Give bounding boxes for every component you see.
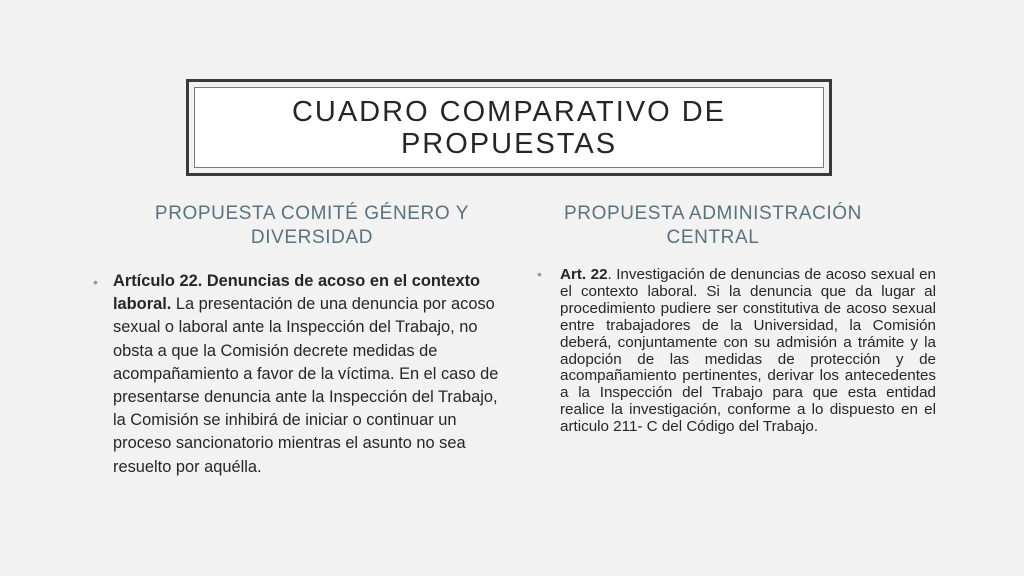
slide-title: CUADRO COMPARATIVO DE PROPUESTAS (291, 95, 727, 160)
left-column-heading: PROPUESTA COMITÉ GÉNERO Y DIVERSIDAD (154, 203, 470, 248)
left-article-heading: Artículo 22. Denuncias de acoso en el contexto laboral. (113, 272, 481, 314)
bullet-icon: • (537, 266, 542, 282)
right-column-heading: PROPUESTA ADMINISTRACIÓN CENTRAL (563, 203, 863, 248)
left-article-text: La presentación de una denuncia por acoso sexual o laboral ante la Inspección del Trabajo, no obsta a que la Comisión decrete medidas de acompañamiento a favor de la víctima. En el caso de presentarse denuncia ante la Inspección del Trabajo, la Comisión se inhibirá de iniciar o continuar un proceso sancionatorio mientras el asunto no sea resuelto por aquélla. (113, 295, 499, 476)
title-box (186, 79, 832, 176)
right-bullet-item (537, 266, 936, 436)
bullet-icon: • (93, 274, 98, 290)
right-article-heading: Art. 22 (560, 266, 608, 283)
left-bullet-item (93, 270, 508, 479)
right-article-text: . Investigación de denuncias de acoso sexual en el contexto laboral. Si la denuncia que da lugar al procedimiento pudiere ser constitutiva de acoso sexual entre trabajadores de la Universidad, la Comisión deberá, conjuntamente con su admisión a trámite y la adopción de las medidas de protección y de acompañamiento pertinentes, derivar los antecedentes a la Inspección del Trabajo para que esta entidad realice la investigación, conforme a lo dispuesto en el articulo 211- C del Código del Trabajo. (560, 266, 936, 436)
